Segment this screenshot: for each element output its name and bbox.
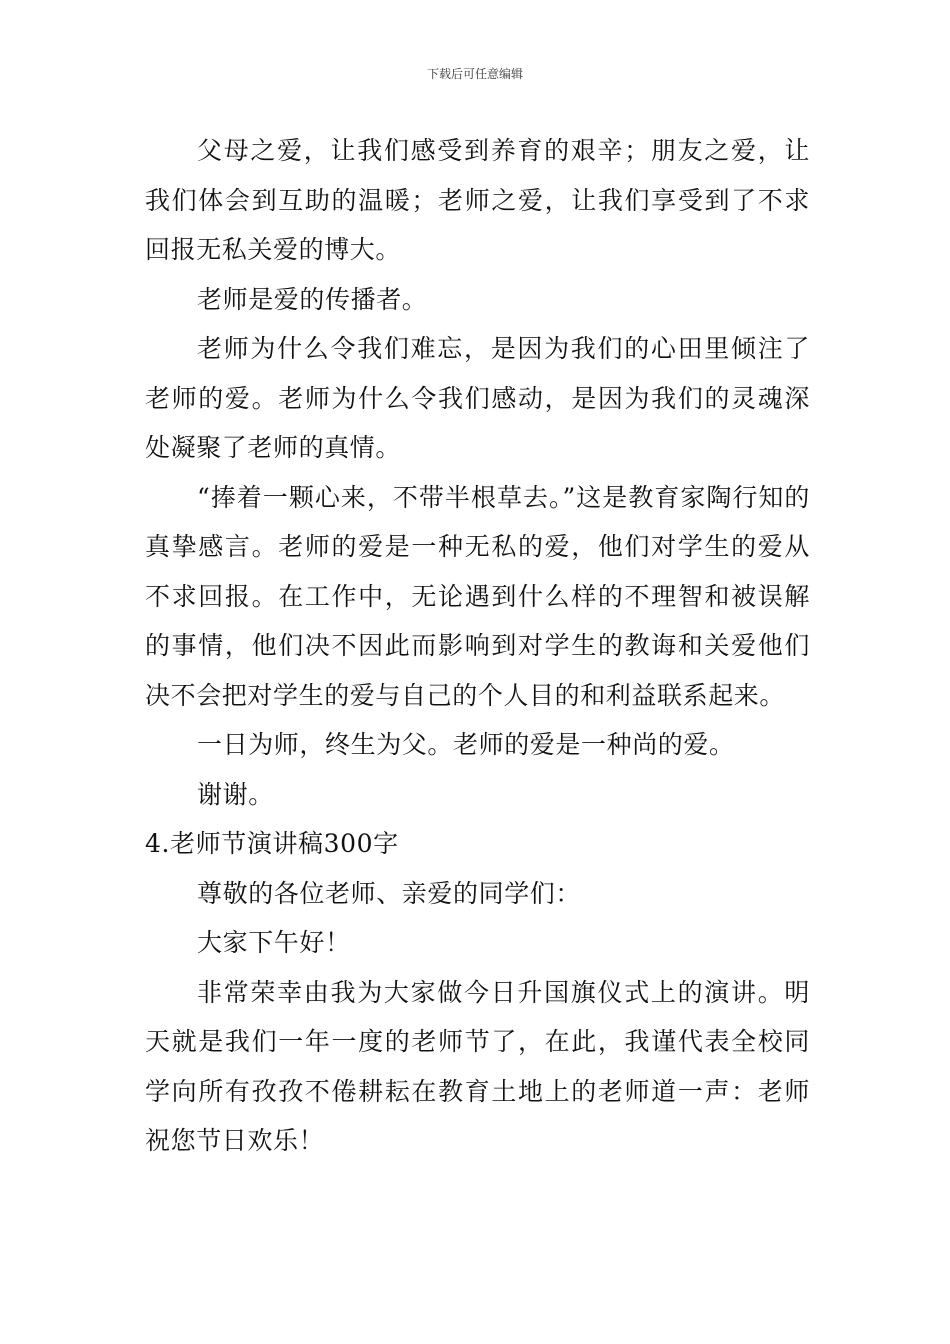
section-heading: 4.老师节演讲稿300字 [145,829,399,858]
paragraph-one-day-teacher: 一日为师，终生为父。老师的爱是一种尚的爱。 [197,730,735,759]
document-body [145,126,810,1166]
paragraph-thanks: 谢谢。 [197,779,274,809]
paragraph-speech-intro: 非常荣幸由我为大家做今日升国旗仪式上的演讲。明天就是我们一年一度的老师节了，在此，我谨代表全校同学向所有孜孜不倦耕耘在教育土地上的老师道一声：老师祝您节日欢乐！ [145,977,810,1155]
page-header: 下载后可任意编辑 [426,67,523,81]
paragraph-greeting-audience: 尊敬的各位老师、亲爱的同学们： [197,878,582,908]
paragraph-good-afternoon: 大家下午好！ [197,928,351,957]
paragraph-love-types: 父母之爱，让我们感受到养育的艰辛；朋友之爱，让我们体会到互助的温暖；老师之爱，让我们享受到了不求回报无私关爱的博大。 [145,136,810,264]
paragraph-why-unforgettable: 老师为什么令我们难忘，是因为我们的心田里倾注了老师的爱。老师为什么令我们感动，是因为我们的灵魂深处凝聚了老师的真情。 [145,334,810,462]
paragraph-teacher-spreader: 老师是爱的传播者。 [197,284,428,314]
paragraph-tao-xingzhi-quote: “捧着一颗心来，不带半根草去。”这是教育家陶行知的真挚感言。老师的爱是一种无私的爱，他们对学生的爱从不求回报。在工作中，无论遇到什么样的不理智和被误解的事情，他们决不因此而影响到对学生的教诲和关爱他们决不会把对学生的爱与自己的个人目的和利益联系起来。 [145,482,810,710]
